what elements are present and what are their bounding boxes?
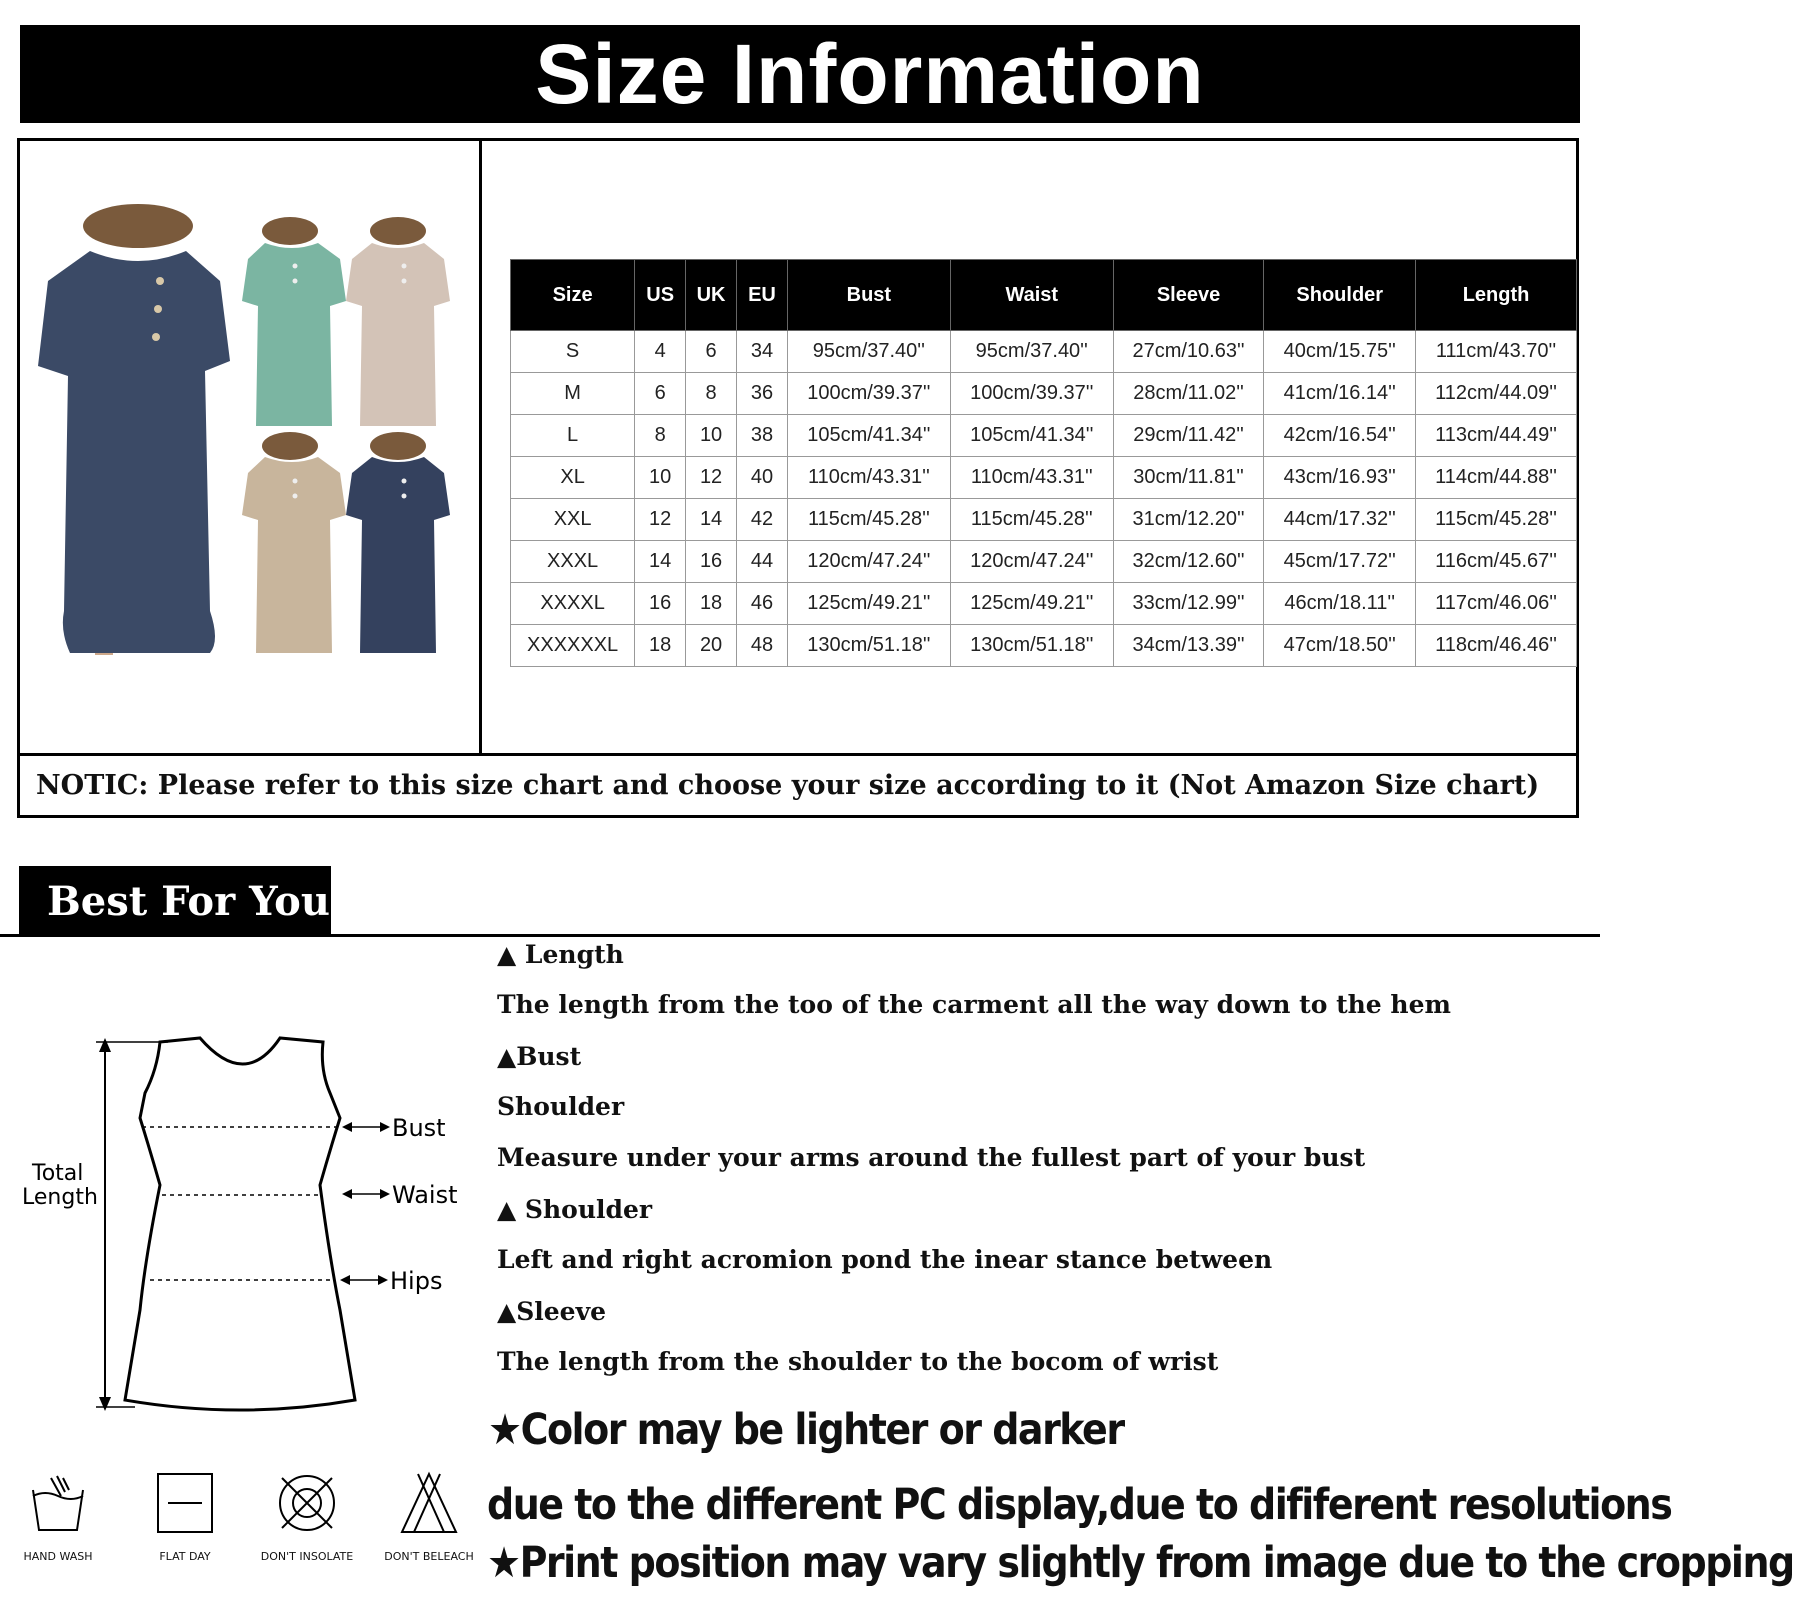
dress-outline-diagram [0, 1010, 480, 1440]
table-cell: 117cm/46.06'' [1416, 583, 1577, 625]
table-cell: 16 [635, 583, 686, 625]
dont-insolate-icon [274, 1470, 340, 1536]
table-cell: 30cm/11.81'' [1113, 457, 1264, 499]
table-cell: 43cm/16.93'' [1264, 457, 1416, 499]
total-length-label-2: Length [22, 1185, 98, 1210]
table-row [511, 583, 1577, 625]
table-cell: 38 [737, 415, 788, 457]
table-row [511, 373, 1577, 415]
table-cell: 10 [635, 457, 686, 499]
table-cell: M [511, 373, 635, 415]
table-cell: 114cm/44.88'' [1416, 457, 1577, 499]
table-cell: 118cm/46.46'' [1416, 625, 1577, 667]
table-cell: 111cm/43.70'' [1416, 331, 1577, 373]
table-cell: XXXL [511, 541, 635, 583]
table-cell: L [511, 415, 635, 457]
table-cell: 110cm/43.31'' [787, 457, 950, 499]
length-text: The length from the too of the carment all the way down to the hem [497, 990, 1451, 1019]
care-hand-wash [3, 1470, 113, 1563]
flat-dry-icon [152, 1470, 218, 1536]
table-cell: 105cm/41.34'' [950, 415, 1113, 457]
size-table [510, 259, 1577, 667]
table-row [511, 457, 1577, 499]
table-cell: 125cm/49.21'' [950, 583, 1113, 625]
column-header: Waist [950, 260, 1113, 331]
table-cell: 40cm/15.75'' [1264, 331, 1416, 373]
column-header: Sleeve [1113, 260, 1264, 331]
table-cell: XXXXL [511, 583, 635, 625]
color-note: ★Color may be lighter or darker [488, 1405, 1124, 1455]
table-cell: 46cm/18.11'' [1264, 583, 1416, 625]
table-cell: 130cm/51.18'' [787, 625, 950, 667]
bust-title: ▲Bust [497, 1042, 582, 1071]
table-cell: 115cm/45.28'' [950, 499, 1113, 541]
dress-photo-large [38, 204, 230, 655]
table-cell: XL [511, 457, 635, 499]
table-cell: 41cm/16.14'' [1264, 373, 1416, 415]
page-title: Size Information [535, 26, 1205, 121]
table-cell: 32cm/12.60'' [1113, 541, 1264, 583]
measurement-diagram [0, 1010, 480, 1440]
column-header: Length [1416, 260, 1577, 331]
table-cell: 27cm/10.63'' [1113, 331, 1264, 373]
waist-label: Waist [392, 1181, 458, 1209]
notice-text: NOTIC: Please refer to this size chart and choose your size according to it (Not Amazon Size chart) [36, 770, 1540, 801]
table-cell: 36 [737, 373, 788, 415]
dress-photo-pink [346, 217, 450, 426]
table-cell: 112cm/44.09'' [1416, 373, 1577, 415]
shoulder-text: Left and right acromion pond the inear stance between [497, 1245, 1273, 1274]
table-cell: 34cm/13.39'' [1113, 625, 1264, 667]
table-cell: XXXXXXL [511, 625, 635, 667]
table-cell: 42 [737, 499, 788, 541]
table-cell: 116cm/45.67'' [1416, 541, 1577, 583]
best-for-you-tab [19, 866, 331, 936]
table-cell: 44 [737, 541, 788, 583]
table-cell: 10 [686, 415, 737, 457]
table-cell: 8 [635, 415, 686, 457]
table-cell: 47cm/18.50'' [1264, 625, 1416, 667]
table-cell: 42cm/16.54'' [1264, 415, 1416, 457]
table-cell: 34 [737, 331, 788, 373]
table-cell: 12 [635, 499, 686, 541]
size-table-panel [482, 141, 1576, 753]
column-header: UK [686, 260, 737, 331]
table-cell: 115cm/45.28'' [787, 499, 950, 541]
column-header: US [635, 260, 686, 331]
dont-bleach-icon [396, 1470, 462, 1536]
table-cell: 100cm/39.37'' [787, 373, 950, 415]
table-row [511, 415, 1577, 457]
dress-photo-navy [346, 432, 450, 653]
dress-photos [20, 141, 479, 753]
sleeve-title: ▲Sleeve [497, 1297, 607, 1326]
table-cell: 100cm/39.37'' [950, 373, 1113, 415]
table-cell: 18 [686, 583, 737, 625]
table-cell: 4 [635, 331, 686, 373]
column-header: Size [511, 260, 635, 331]
table-cell: 130cm/51.18'' [950, 625, 1113, 667]
table-cell: 6 [686, 331, 737, 373]
care-label: DON'T INSOLATE [260, 1550, 354, 1563]
table-cell: 31cm/12.20'' [1113, 499, 1264, 541]
table-row [511, 331, 1577, 373]
table-cell: S [511, 331, 635, 373]
care-label: HAND WASH [23, 1550, 93, 1563]
table-cell: 8 [686, 373, 737, 415]
care-label: DON'T BELEACH [384, 1550, 474, 1563]
table-cell: 110cm/43.31'' [950, 457, 1113, 499]
table-cell: XXL [511, 499, 635, 541]
dress-outline [125, 1038, 355, 1410]
table-row [511, 625, 1577, 667]
table-cell: 48 [737, 625, 788, 667]
best-for-you-label: Best For You [47, 877, 330, 925]
print-note: ★Print position may vary slightly from image due to the cropping [487, 1538, 1794, 1588]
table-body [511, 331, 1577, 667]
length-title: ▲ Length [497, 940, 624, 969]
table-cell: 46 [737, 583, 788, 625]
product-photos [20, 141, 482, 753]
sleeve-text: The length from the shoulder to the bocom of wrist [497, 1347, 1219, 1376]
total-length-label-1: Total [32, 1161, 84, 1186]
dress-photo-khaki [242, 432, 346, 653]
title-banner [20, 25, 1580, 123]
care-dont-insolate [252, 1470, 362, 1563]
care-label: FLAT DAY [159, 1550, 211, 1563]
dress-photo-green [242, 217, 346, 426]
table-cell: 14 [686, 499, 737, 541]
table-header-row [511, 260, 1577, 331]
table-cell: 29cm/11.42'' [1113, 415, 1264, 457]
hand-wash-icon [25, 1470, 91, 1536]
table-cell: 16 [686, 541, 737, 583]
table-cell: 95cm/37.40'' [787, 331, 950, 373]
table-cell: 95cm/37.40'' [950, 331, 1113, 373]
section-divider [0, 934, 1600, 937]
table-cell: 28cm/11.02'' [1113, 373, 1264, 415]
table-cell: 12 [686, 457, 737, 499]
hips-label: Hips [390, 1267, 443, 1295]
table-cell: 14 [635, 541, 686, 583]
bust-label: Bust [392, 1114, 446, 1142]
table-cell: 6 [635, 373, 686, 415]
table-cell: 120cm/47.24'' [950, 541, 1113, 583]
table-cell: 105cm/41.34'' [787, 415, 950, 457]
table-row [511, 499, 1577, 541]
table-cell: 44cm/17.32'' [1264, 499, 1416, 541]
table-cell: 18 [635, 625, 686, 667]
table-cell: 45cm/17.72'' [1264, 541, 1416, 583]
table-cell: 40 [737, 457, 788, 499]
table-cell: 113cm/44.49'' [1416, 415, 1577, 457]
bust-text: Measure under your arms around the fullest part of your bust [497, 1143, 1366, 1172]
table-cell: 20 [686, 625, 737, 667]
column-header: Shoulder [1264, 260, 1416, 331]
size-chart-box [17, 138, 1579, 818]
column-header: EU [737, 260, 788, 331]
display-note: due to the different PC display,due to dififerent resolutions [487, 1480, 1672, 1530]
table-cell: 115cm/45.28'' [1416, 499, 1577, 541]
table-cell: 125cm/49.21'' [787, 583, 950, 625]
notice-row [20, 753, 1576, 815]
table-cell: 33cm/12.99'' [1113, 583, 1264, 625]
table-cell: 120cm/47.24'' [787, 541, 950, 583]
shoulder-title: ▲ Shoulder [497, 1195, 653, 1224]
table-row [511, 541, 1577, 583]
care-dont-bleach [374, 1470, 484, 1563]
column-header: Bust [787, 260, 950, 331]
care-flat-dry [130, 1470, 240, 1563]
bust-subtitle: Shoulder [497, 1092, 625, 1121]
